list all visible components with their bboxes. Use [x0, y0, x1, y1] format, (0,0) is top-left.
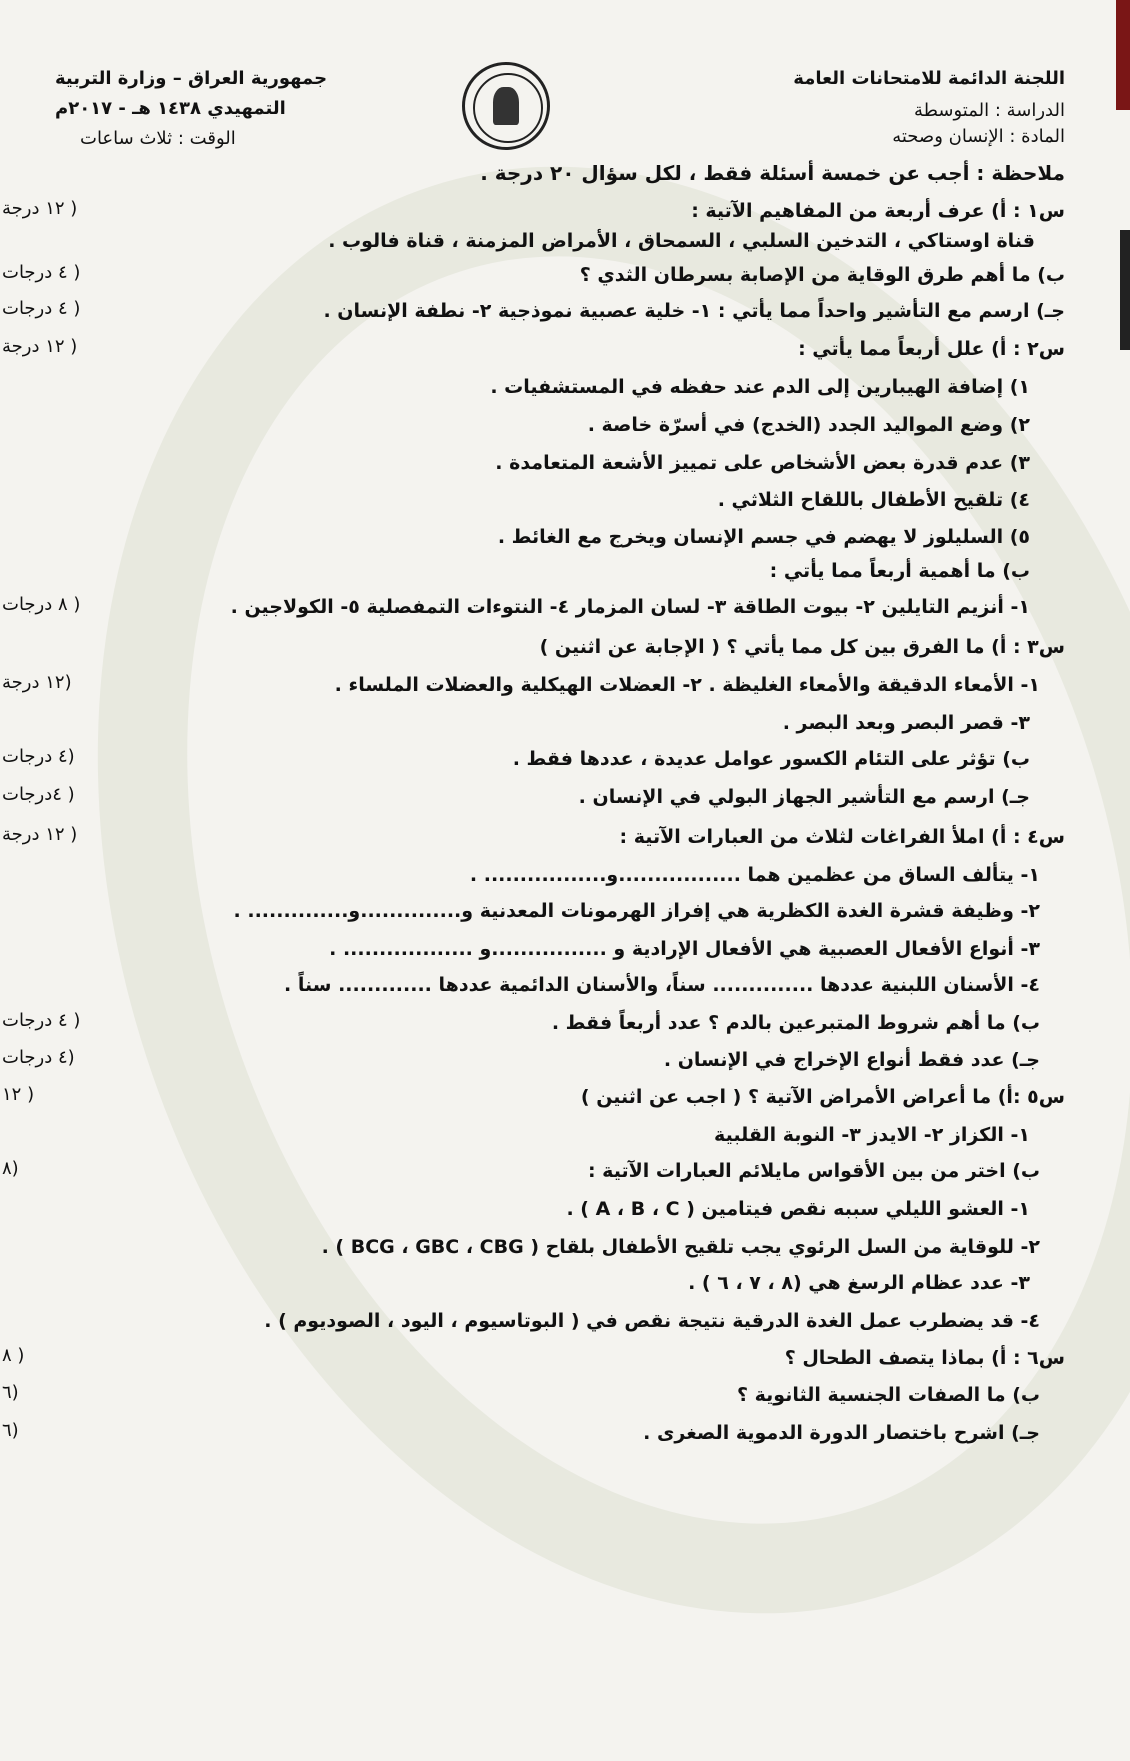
exam-note: ملاحظة : أجب عن خمسة أسئلة فقط ، لكل سؤال ٢٠ درجة .: [480, 161, 1065, 185]
question-line: ٤- قد يضطرب عمل الغدة الدرقية نتيجة نقص في ( البوتاسيوم ، اليود ، الصوديوم ) .: [264, 1310, 1040, 1332]
marks-label: ( ١٢ درجة: [2, 336, 78, 357]
question-line: ١- أنزيم التايلين ٢- بيوت الطاقة ٣- لسان المزمار ٤- النتوءات التمفصلية ٥- الكولاجين .: [230, 596, 1030, 618]
question-line: ٥) السليلوز لا يهضم في جسم الإنسان ويخرج مع الغائط .: [497, 526, 1030, 548]
marks-label: ( ٤ درجات: [2, 1010, 81, 1031]
marks-label: (٤ درجات: [2, 746, 75, 767]
question-line: ب) ما أهم طرق الوقاية من الإصابة بسرطان الثدي ؟: [579, 264, 1065, 286]
question-line: ب) اختر من بين الأقواس مايلائم العبارات الآتية :: [587, 1160, 1040, 1182]
question-line: س٤ : أ) املأ الفراغات لثلاث من العبارات الآتية :: [619, 826, 1065, 848]
question-line: جـ) عدد فقط أنواع الإخراج في الإنسان .: [663, 1049, 1040, 1071]
marks-label: (٦: [2, 1382, 19, 1403]
marks-label: ( ٨: [2, 1345, 25, 1366]
question-line: ٢- وظيفة قشرة الغدة الكظرية هي إفراز الهرمونات المعدنية و..............و.............. .: [233, 900, 1040, 922]
header-left-2: التمهيدي ١٤٣٨ هـ - ٢٠١٧م: [55, 98, 286, 119]
question-line: جـ) ارسم مع التأشير واحداً مما يأتي : ١- خلية عصبية نموذجية ٢- نطفة الإنسان .: [323, 300, 1065, 322]
header-right-2: الدراسة : المتوسطة: [914, 100, 1065, 121]
marks-label: ( ١٢ درجة: [2, 824, 78, 845]
question-line: ٢- للوقاية من السل الرئوي يجب تلقيح الأطفال بلقاح ( BCG ، GBC ، CBG ) .: [321, 1236, 1040, 1258]
question-line: قناة اوستاكي ، التدخين السلبي ، السمحاق ، الأمراض المزمنة ، قناة فالوب .: [328, 230, 1035, 252]
ministry-seal-icon: [462, 62, 550, 150]
question-line: ١- العشو الليلي سببه نقص فيتامين ( A ، B ، C ) .: [566, 1198, 1030, 1220]
question-line: ب) ما الصفات الجنسية الثانوية ؟: [737, 1384, 1040, 1406]
question-line: ٤) تلقيح الأطفال باللقاح الثلاثي .: [717, 489, 1030, 511]
header-right-1: اللجنة الدائمة للامتحانات العامة: [793, 68, 1065, 89]
marks-label: ( ٤ درجات: [2, 262, 81, 283]
marks-label: ( ١٢: [2, 1084, 35, 1105]
question-line: جـ) ارسم مع التأشير الجهاز البولي في الإنسان .: [578, 786, 1030, 808]
question-line: ٣- عدد عظام الرسغ هي (٨ ، ٧ ، ٦ ) .: [688, 1272, 1030, 1294]
question-line: جـ) اشرح باختصار الدورة الدموية الصغرى .: [643, 1422, 1040, 1444]
marks-label: (٨: [2, 1158, 19, 1179]
question-line: ٣) عدم قدرة بعض الأشخاص على تمييز الأشعة المتعامدة .: [495, 452, 1030, 474]
question-line: س٢ : أ) علل أربعاً مما يأتي :: [798, 338, 1065, 360]
question-line: ١- الأمعاء الدقيقة والأمعاء الغليظة . ٢- العضلات الهيكلية والعضلات الملساء .: [334, 674, 1040, 696]
question-line: ٢) وضع المواليد الجدد (الخدج) في أسرّة خاصة .: [587, 414, 1030, 436]
marks-label: ( ٤ درجات: [2, 298, 81, 319]
question-line: ب) ما أهمية أربعاً مما يأتي :: [769, 560, 1030, 582]
question-line: ١- الكزاز ٢- الايدز ٣- النوبة القلبية: [714, 1124, 1030, 1146]
header-left-3: الوقت : ثلاث ساعات: [80, 128, 236, 149]
question-line: س١ : أ) عرف أربعة من المفاهيم الآتية :: [691, 200, 1065, 222]
question-line: ١) إضافة الهيبارين إلى الدم عند حفظه في المستشفيات .: [490, 376, 1030, 398]
question-line: ب) تؤثر على التئام الكسور عوامل عديدة ، عددها فقط .: [512, 748, 1030, 770]
question-line: ١- يتألف الساق من عظمين هما .................و................. .: [469, 864, 1040, 886]
question-line: ٤- الأسنان اللبنية عددها .............. سناً، والأسنان الدائمية عددها ............. سناً .: [284, 974, 1040, 996]
marks-label: ( ٨ درجات: [2, 594, 81, 615]
question-line: س٣ : أ) ما الفرق بين كل مما يأتي ؟ ( الإجابة عن اثنين ): [539, 636, 1065, 658]
marks-label: (٤ درجات: [2, 1047, 75, 1068]
question-line: ب) ما أهم شروط المتبرعين بالدم ؟ عدد أربعاً فقط .: [551, 1012, 1040, 1034]
marks-label: (٦: [2, 1420, 19, 1441]
header-left-1: جمهورية العراق – وزارة التربية: [55, 68, 328, 89]
header-right-3: المادة : الإنسان وصحته: [892, 126, 1065, 147]
marks-label: (١٢ درجة: [2, 672, 72, 693]
edge-mark: [1116, 0, 1130, 110]
question-line: ٣- قصر البصر وبعد البصر .: [782, 712, 1030, 734]
question-line: ٣- أنواع الأفعال العصبية هي الأفعال الإرادية و ................و .................. .: [329, 938, 1040, 960]
edge-mark-dark: [1120, 230, 1130, 350]
question-line: س٦ : أ) بماذا يتصف الطحال ؟: [784, 1347, 1065, 1369]
marks-label: ( ١٢ درجة: [2, 198, 78, 219]
question-line: س٥ :أ) ما أعراض الأمراض الآتية ؟ ( اجب عن اثنين ): [580, 1086, 1065, 1108]
marks-label: ( ٤درجات: [2, 784, 75, 805]
